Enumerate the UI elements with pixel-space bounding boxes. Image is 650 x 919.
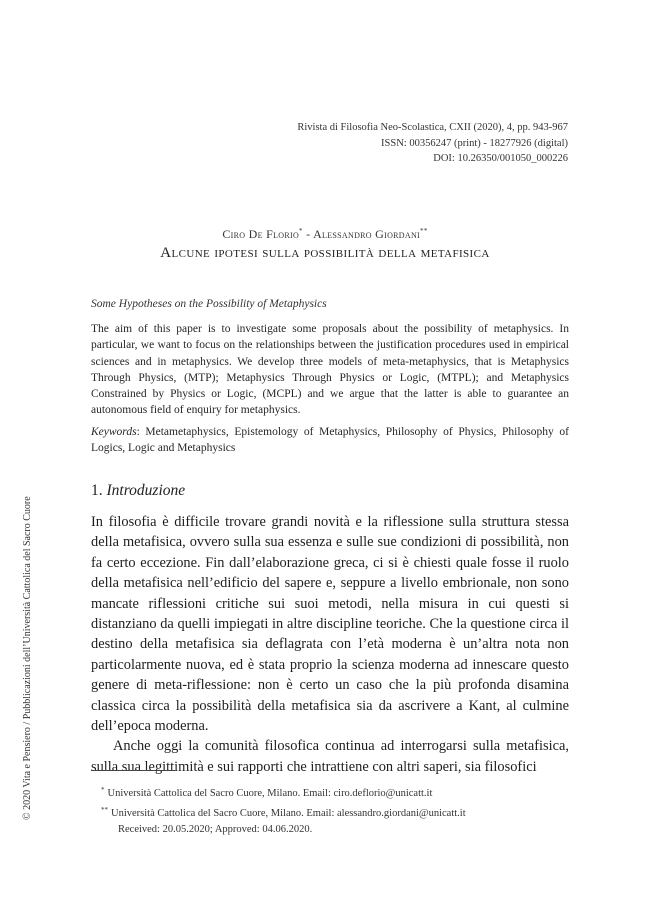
- author-name: Alessandro Giordani: [313, 227, 421, 241]
- received-dates: Received: 20.05.2020; Approved: 04.06.2020.: [118, 824, 313, 835]
- side-copyright: © 2020 Vita e Pensiero / Pubblicazioni dell’Università Cattolica del Sacro Cuore: [22, 496, 33, 820]
- abstract: The aim of this paper is to investigate some proposals about the possibility of metaphysics. In particular, we want to focus on the relationships between the justification procedures used in empirical sciences and in metaphysics. We develop three models of meta-metaphysics, that is Metaphysics Through Physics, (MTP); Metaphysics Through Physics or Logic, (MTPL); and Metaphysics Constrained by Physics or Logic, (MCPL) and we argue that the latter is able to guarantee an autonomous field of enquiry for metaphysics.: [91, 323, 569, 417]
- footnote-divider: [91, 770, 175, 771]
- journal-issn: ISSN: 00356247 (print) - 18277926 (digital): [381, 137, 568, 149]
- section-heading: [91, 482, 185, 500]
- keywords-text: : Metametaphysics, Epistemology of Metaphysics, Philosophy of Physics, Philosophy of Logics, Logic and Metaphysics: [91, 426, 569, 455]
- footnote-mark: *: [101, 786, 105, 794]
- author-line: [0, 227, 650, 242]
- journal-citation: Rivista di Filosofia Neo-Scolastica, CXII (2020), 4, pp. 943-967: [297, 122, 568, 133]
- section-title: Introduzione: [106, 482, 186, 499]
- footnote: [101, 802, 571, 822]
- keywords-label: Keywords: [91, 426, 137, 438]
- english-title: Some Hypotheses on the Possibility of Metaphysics: [91, 298, 327, 310]
- section-number: 1.: [91, 482, 107, 499]
- body-text: [91, 512, 569, 777]
- keywords: [91, 424, 569, 457]
- footnote: [101, 782, 571, 802]
- author-footnote-mark: *: [299, 227, 303, 235]
- author-name: Ciro De Florio: [222, 227, 300, 241]
- body-paragraph: Anche oggi la comunità filosofica continua ad interrogarsi sulla metafisica, sulla sua legittimità e sui rapporti che intrattiene con altri saperi, sia filosofici: [91, 738, 569, 775]
- journal-doi: DOI: 10.26350/001050_000226: [433, 153, 568, 164]
- footnote-mark: **: [101, 806, 108, 814]
- body-paragraph: In filosofia è difficile trovare grandi novità e la riflessione sulla struttura stessa della metafisica, ovvero sulla sua essenza e sulle sue condizioni di possibilità, non fa certo eccezione. Fin dall’elaborazione greca, ci si è chiesti quale fosse il ruolo della metafisica nell’edificio del sapere e, seppure a livello embrionale, non sono mancate riflessioni critiche sui suoi metodi, nella misura in cui questi si distanziano da quelli impiegati in altre discipline teoriche. Che la questione circa il destino della metafisica sia deflagrata con l’età moderna è un’altra nota non particolarmente nuova, ed è stata proprio la scienza moderna ad innescare questo genere di meta-riflessione: non è certo un caso che la più profonda disamina classica circa la possibilità della metafisica sia da ascrivere a Kant, al culmine dell’epoca moderna.: [91, 514, 569, 735]
- author-footnote-mark: **: [420, 227, 428, 235]
- footnotes: [101, 782, 571, 838]
- footnote-text: Università Cattolica del Sacro Cuore, Milano. Email: ciro.deflorio@unicatt.it: [107, 788, 433, 799]
- paper-title: Alcune ipotesi sulla possibilità della metafisica: [160, 245, 490, 261]
- footnote-text: Università Cattolica del Sacro Cuore, Milano. Email: alessandro.giordani@unicatt.it: [111, 808, 466, 819]
- journal-info: [238, 120, 568, 167]
- author-separator: -: [302, 227, 314, 241]
